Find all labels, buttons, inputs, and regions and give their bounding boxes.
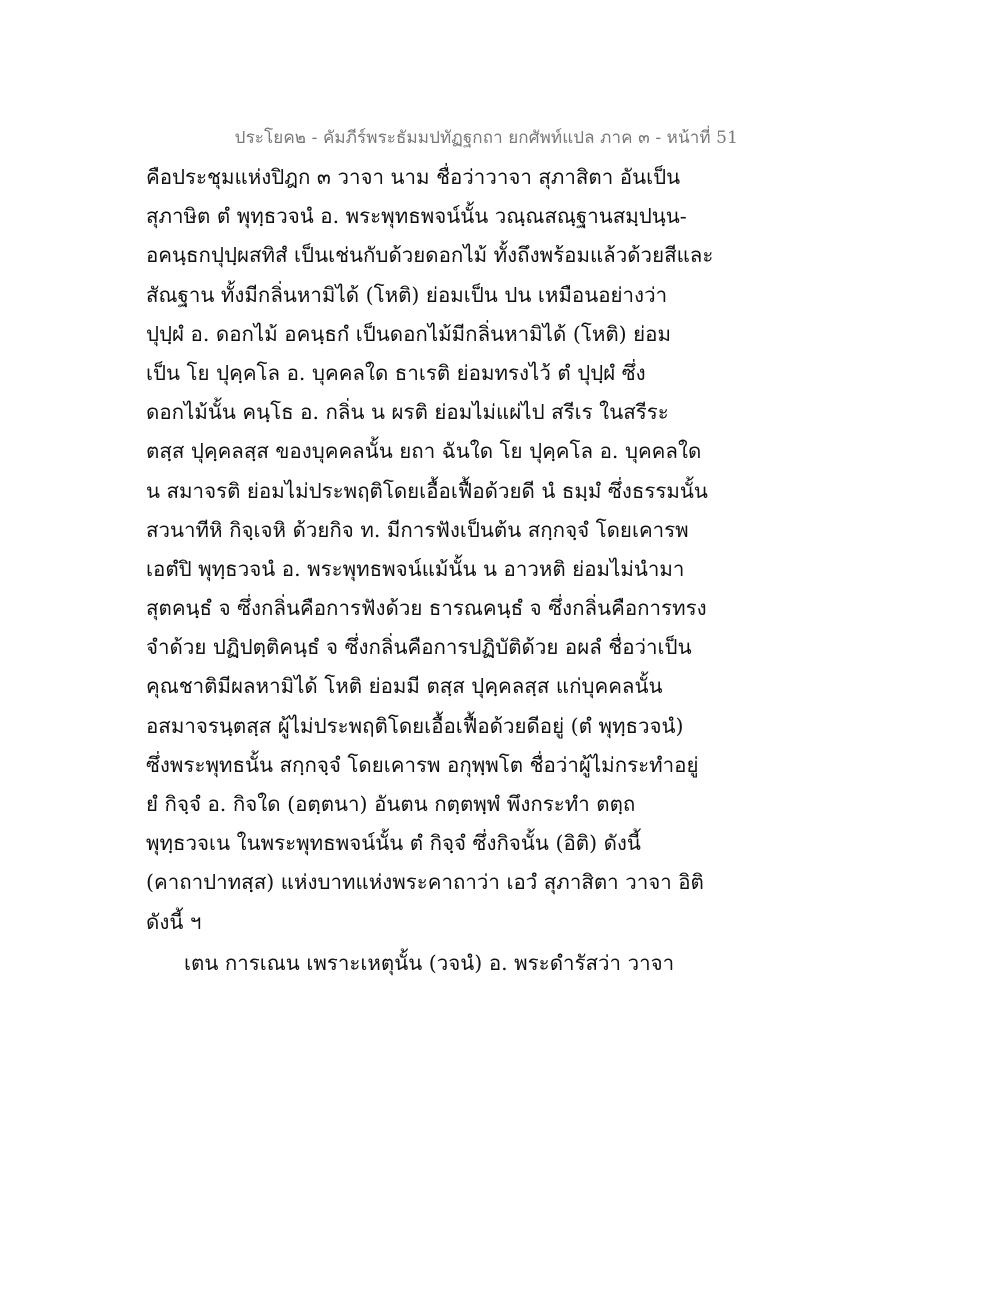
text-line: พุทฺธวจเน ในพระพุทธพจน์นั้น ตํ กิจฺจํ ซึ่งกิจนั้น (อิติ) ดังนี้ bbox=[146, 831, 641, 856]
text-line: ดอกไม้นั้น คนฺโธ อ. กลิ่น น ผรติ ย่อมไม่แผ่ไป สรีเร ในสรีระ bbox=[146, 400, 669, 425]
text-line: สัณฐาน ทั้งมีกลิ่นหามิได้ (โหติ) ย่อมเป็น ปน เหมือนอย่างว่า bbox=[146, 282, 668, 307]
text-line: เอตํปิ พุทฺธวจนํ อ. พระพุทธพจน์แม้นั้น น อาวหติ ย่อมไม่นำมา bbox=[146, 556, 685, 581]
text-line: สวนาทีหิ กิจฺเจหิ ด้วยกิจ ท. มีการฟังเป็นต้น สกฺกจฺจํ โดยเคารพ bbox=[146, 517, 689, 542]
text-line: คุณชาติมีผลหามิได้ โหติ ย่อมมี ตสฺส ปุคฺคลสฺส แก่บุคคลนั้น bbox=[146, 674, 663, 699]
text-line: สุตคนฺธํ จ ซึ่งกลิ่นคือการฟังด้วย ธารณคนฺธํ จ ซึ่งกลิ่นคือการทรง bbox=[146, 596, 707, 621]
text-line: ซึ่งพระพุทธนั้น สกฺกจฺจํ โดยเคารพ อกุพฺพโต ชื่อว่าผู้ไม่กระทำอยู่ bbox=[146, 752, 699, 777]
text-line: จำด้วย ปฏิปตฺติคนฺธํ จ ซึ่งกลิ่นคือการปฏิบัติด้วย อผลํ ชื่อว่าเป็น bbox=[146, 635, 692, 660]
text-line: สุภาษิต ตํ พุทฺธวจนํ อ. พระพุทธพจน์นั้น วณฺณสณฺฐานสมฺปนฺน- bbox=[146, 204, 687, 229]
running-header: ประโยค๒ - คัมภีร์พระธัมมปทัฏฐกถา ยกศัพท์แปล ภาค ๓ - หน้าที่ 51 bbox=[234, 128, 738, 148]
text-line: ดังนี้ ฯ bbox=[146, 909, 202, 934]
text-line: อสมาจรนฺตสฺส ผู้ไม่ประพฤติโดยเอื้อเฟื้อด้วยดีอยู่ (ตํ พุทฺธวจนํ) bbox=[146, 713, 684, 738]
text-line: อคนฺธกปุปฺผสทิสํ เป็นเช่นกับด้วยดอกไม้ ทั้งถึงพร้อมแล้วด้วยสีและ bbox=[146, 243, 714, 268]
text-line: (คาถาปาทสฺส) แห่งบาทแห่งพระคาถาว่า เอวํ สุภาสิตา วาจา อิติ bbox=[146, 870, 704, 895]
text-line: ปุปฺผํ อ. ดอกไม้ อคนฺธกํ เป็นดอกไม้มีกลิ่นหามิได้ (โหติ) ย่อม bbox=[146, 321, 672, 346]
text-line: ยํ กิจฺจํ อ. กิจใด (อตฺตนา) อันตน กตฺตพฺพํ พึงกระทำ ตตฺถ bbox=[146, 792, 636, 816]
text-line: เป็น โย ปุคฺคโล อ. บุคคลใด ธาเรติ ย่อมทรงไว้ ตํ ปุปฺผํ ซึ่ง bbox=[146, 360, 646, 385]
text-line: ตสฺส ปุคฺคลสฺส ของบุคคลนั้น ยถา ฉันใด โย ปุคฺคโล อ. บุคคลใด bbox=[146, 439, 702, 464]
text-line: คือประชุมแห่งปิฎก ๓ วาจา นาม ชื่อว่าวาจา สุภาสิตา อันเป็น bbox=[146, 165, 681, 189]
text-line: น สมาจรติ ย่อมไม่ประพฤติโดยเอื้อเฟื้อด้วยดี นํ ธมฺมํ ซึ่งธรรมนั้น bbox=[146, 478, 708, 503]
paragraph-first-line: เตน การเณน เพราะเหตุนั้น (วจนํ) อ. พระดำรัสว่า วาจา bbox=[184, 950, 675, 975]
body-text bbox=[146, 158, 746, 983]
